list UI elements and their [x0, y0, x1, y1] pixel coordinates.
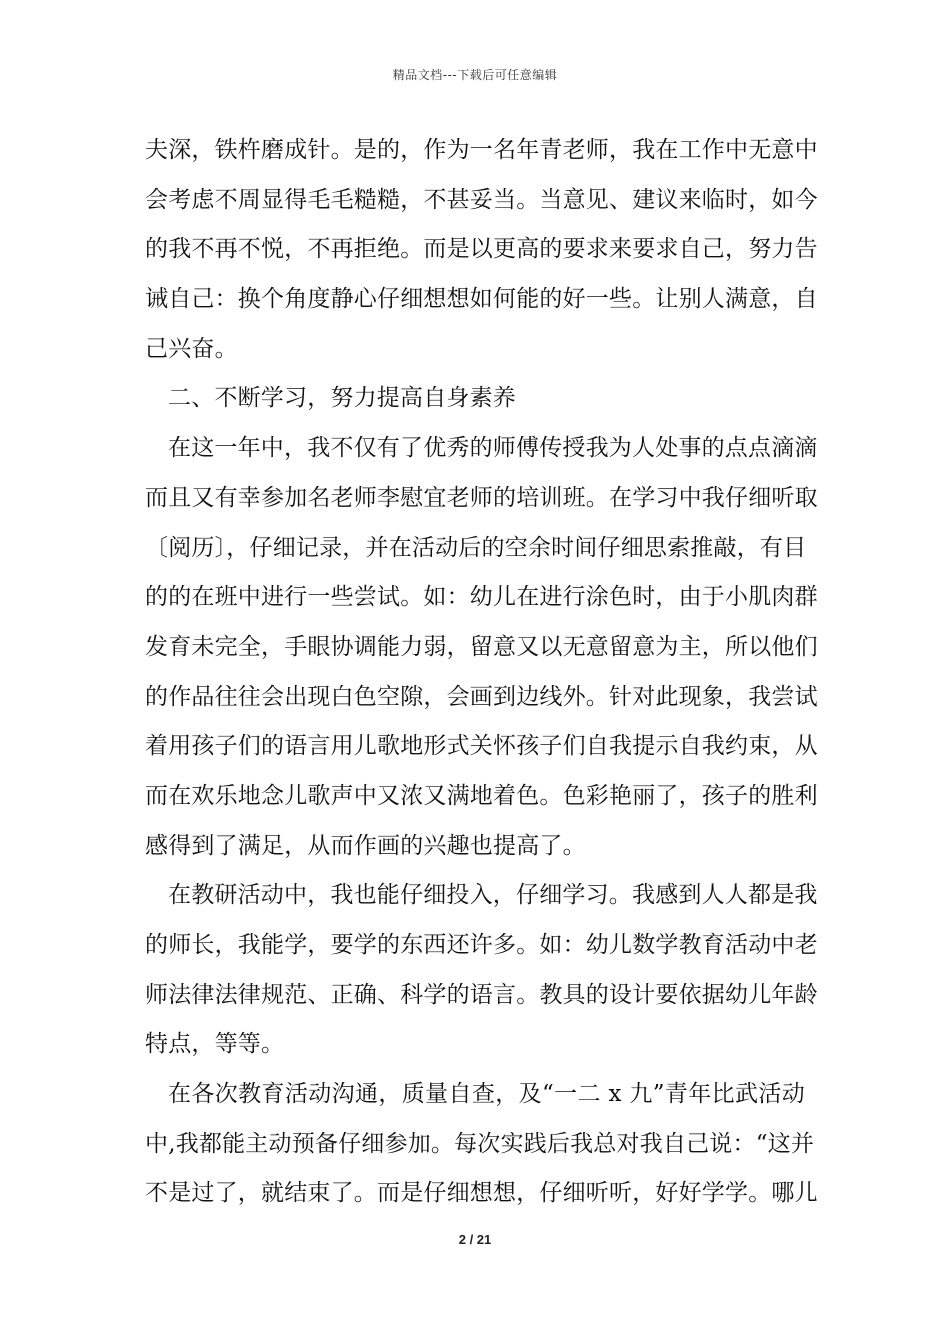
text-line: 诫自己：换个角度静心仔细想想如何能的好一些。让别人满意，自 — [145, 286, 818, 313]
text-line: 己兴奋。 — [145, 335, 238, 362]
text-line: 的师长，我能学，要学的东西还许多。如：幼儿数学教育活动中老 — [145, 932, 818, 958]
text-line: 师法律法律规范、正确、科学的语言。教具的设计要依据幼儿年龄 — [145, 981, 818, 1008]
text-line: 〔阅历〕，仔细记录，并在活动后的空余时间仔细思索推敲，有目 — [145, 534, 807, 561]
text-line: 中,我都能主动预备仔细参加。每次实践后我总对我自己说：“这并 — [145, 1130, 815, 1157]
text-line: 会考虑不周显得毛毛糙糙，不甚妥当。当意见、建议来临时，如今 — [145, 186, 818, 213]
text-line: 着用孩子们的语言用儿歌地形式关怀孩子们自我提示自我约束，从 — [145, 733, 818, 760]
text-line: 在这一年中，我不仅有了优秀的师傅传授我为人处事的点点滴滴 — [168, 435, 818, 462]
text-line: 感得到了满足，从而作画的兴趣也提高了。 — [145, 832, 586, 859]
text-line: 而在欢乐地念儿歌声中又浓又满地着色。色彩艳丽了，孩子的胜利 — [145, 782, 818, 809]
text-line: 的作品往往会出现白色空隙，会画到边线外。针对此现象，我尝试 — [145, 683, 818, 710]
text-line: 的的在班中进行一些尝试。如：幼儿在进行涂色时，由于小肌肉群 — [145, 584, 818, 611]
text-line: 的我不再不悦，不再拒绝。而是以更高的要求来要求自己，努力告 — [145, 236, 818, 263]
document-body — [145, 126, 818, 1219]
page-header: 精品文档---下载后可任意编辑 — [392, 68, 558, 82]
page-number: 2 / 21 — [458, 1232, 492, 1247]
text-line: 夫深，铁杵磨成针。是的，作为一名年青老师，我在工作中无意中 — [145, 137, 818, 163]
section-heading: 二、不断学习，努力提高自身素养 — [168, 385, 516, 412]
text-line: 而且又有幸参加名老师李慰宜老师的培训班。在学习中我仔细听取 — [145, 484, 818, 511]
text-line: 发育未完全，手眼协调能力弱，留意又以无意留意为主，所以他们 — [145, 633, 818, 660]
text-line: 特点，等等。 — [145, 1031, 285, 1058]
text-line: 不是过了，就结束了。而是仔细想想，仔细听听，好好学学。哪儿 — [145, 1180, 818, 1207]
text-line: 在教研活动中，我也能仔细投入，仔细学习。我感到人人都是我 — [168, 882, 818, 909]
text-line: 在各次教育活动沟通，质量自查，及“一二 x 九”青年比武活动 — [168, 1081, 805, 1108]
